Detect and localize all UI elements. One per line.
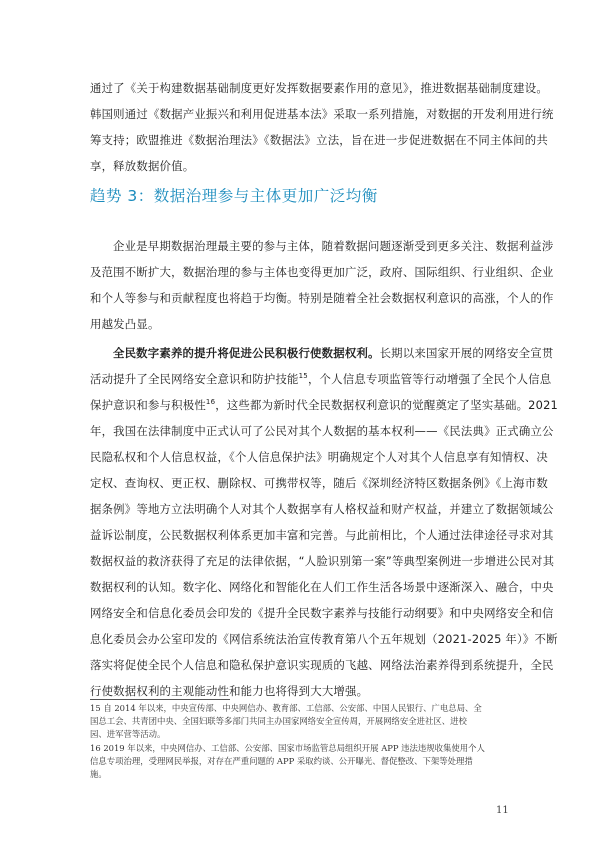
page-number: 11 [496, 805, 509, 816]
footnote-ref-15[interactable]: 15 [298, 372, 308, 381]
footnote-line: 国总工会、共青团中央、全国妇联等多部门共同主办国家网络安全宣传周，开展网络安全进社区、进校 [90, 716, 467, 727]
bold-lead-sentence: 全民数字素养的提升将促进公民积极行使数据权利。 [113, 346, 380, 360]
text-line: 及范围不断扩大，数据治理的参与主体也变得更加广泛，政府、国际组织、行业组织、企业 [90, 265, 554, 279]
text-run: 活动提升了全民网络安全意识和防护技能 [90, 372, 299, 386]
text-line: 网络安全和信息化委员会印发的《提升全民数字素养与技能行动纲要》和中央网络安全和信 [90, 606, 554, 620]
footnote-divider [90, 699, 230, 700]
text-line: 落实将促使全民个人信息和隐私保护意识实现质的飞越、网络法治素养得到系统提升，全民 [90, 658, 554, 672]
text-line: 定权、查询权、更正权、删除权、可携带权等，随后《深圳经济特区数据条例》《上海市数 [90, 476, 548, 490]
footnote-line: 信息专项治理，受理网民举报，对存在严重问题的 APP 采取约谈、公开曝光、督促整改、下架等处理措 [90, 755, 473, 766]
footnote-line: 施。 [90, 769, 107, 780]
text-line: 韩国则通过《数据产业振兴和利用促进基本法》采取一系列措施，对数据的开发利用进行统 [90, 107, 554, 121]
text-line: 享，释放数据价值。 [90, 159, 195, 173]
footnote-ref-16[interactable]: 16 [205, 398, 216, 407]
text-run: 长期以来国家开展的网络安全宣贯 [379, 346, 554, 360]
paragraph-participants [90, 233, 554, 337]
text-line: 年，我国在法律制度中正式认可了公民对其个人数据的基本权利——《民法典》正式确立公 [90, 424, 554, 438]
text-line [90, 392, 558, 418]
text-line: 据条例》等地方立法明确个人对其个人数据享有人格权益和财产权益，并建立了数据领域公 [90, 502, 554, 516]
text-line: 益诉讼制度，公民数据权利体系更加丰富和完善。与此前相比，个人通过法律途径寻求对其 [90, 528, 554, 542]
text-line: 通过了《关于构建数据基础制度更好发挥数据要素作用的意见》，推进数据基础制度建设。 [90, 81, 548, 95]
text-line: 用越发凸显。 [90, 317, 160, 331]
text-line: 企业是早期数据治理最主要的参与主体，随着数据问题逐渐受到更多关注、数据利益涉 [113, 239, 554, 253]
footnote-line: 15 自 2014 年以来，中央宣传部、中央网信办、教育部、工信部、公安部、中国人民银行、广电总局、全 [90, 703, 482, 713]
text-line: 数据权益的救济获得了充足的法律依据，“人脸识别第一案”等典型案例进一步增进公民对其 [90, 554, 555, 568]
footnote-line: 园、进军营等活动。 [90, 729, 166, 740]
text-run: 保护意识和参与积极性 [90, 398, 206, 412]
text-line: 民隐私权和个人信息权益，《个人信息保护法》明确规定个人对其个人信息享有知情权、决 [90, 450, 548, 464]
intro-paragraph [90, 75, 554, 179]
text-run: ，个人信息专项监管等行动增强了全民个人信息 [307, 372, 552, 386]
text-line: 数据权利的认知。数字化、网络化和智能化在人们工作生活各场景中逐渐深入、融合，中央 [90, 580, 554, 594]
text-run: ，这些都为新时代全民数据权利意识的觉醒奠定了坚实基础。2021 [215, 398, 558, 412]
paragraph-digital-literacy [90, 340, 558, 704]
text-line [90, 366, 552, 392]
footnotes [90, 702, 520, 781]
footnote-line: 16 2019 年以来，中央网信办、工信部、公安部、国家市场监管总局组织开展 APP 违法违规收集使用个人 [90, 742, 485, 753]
text-line [90, 340, 554, 366]
text-line: 和个人等参与和贡献程度也将趋于均衡。特别是随着全社会数据权利意识的高涨，个人的作 [90, 291, 554, 305]
text-line: 息化委员会办公室印发的《网信系统法治宣传教育第八个五年规划（2021-2025 年）》不断 [90, 632, 558, 646]
section-heading: 趋势 3：数据治理参与主体更加广泛均衡 [90, 187, 378, 205]
text-line: 筹支持；欧盟推进《数据治理法》《数据法》立法，旨在进一步促进数据在不同主体间的共 [90, 133, 548, 147]
text-line: 行使数据权利的主观能动性和能力也将得到大大增强。 [90, 684, 369, 698]
